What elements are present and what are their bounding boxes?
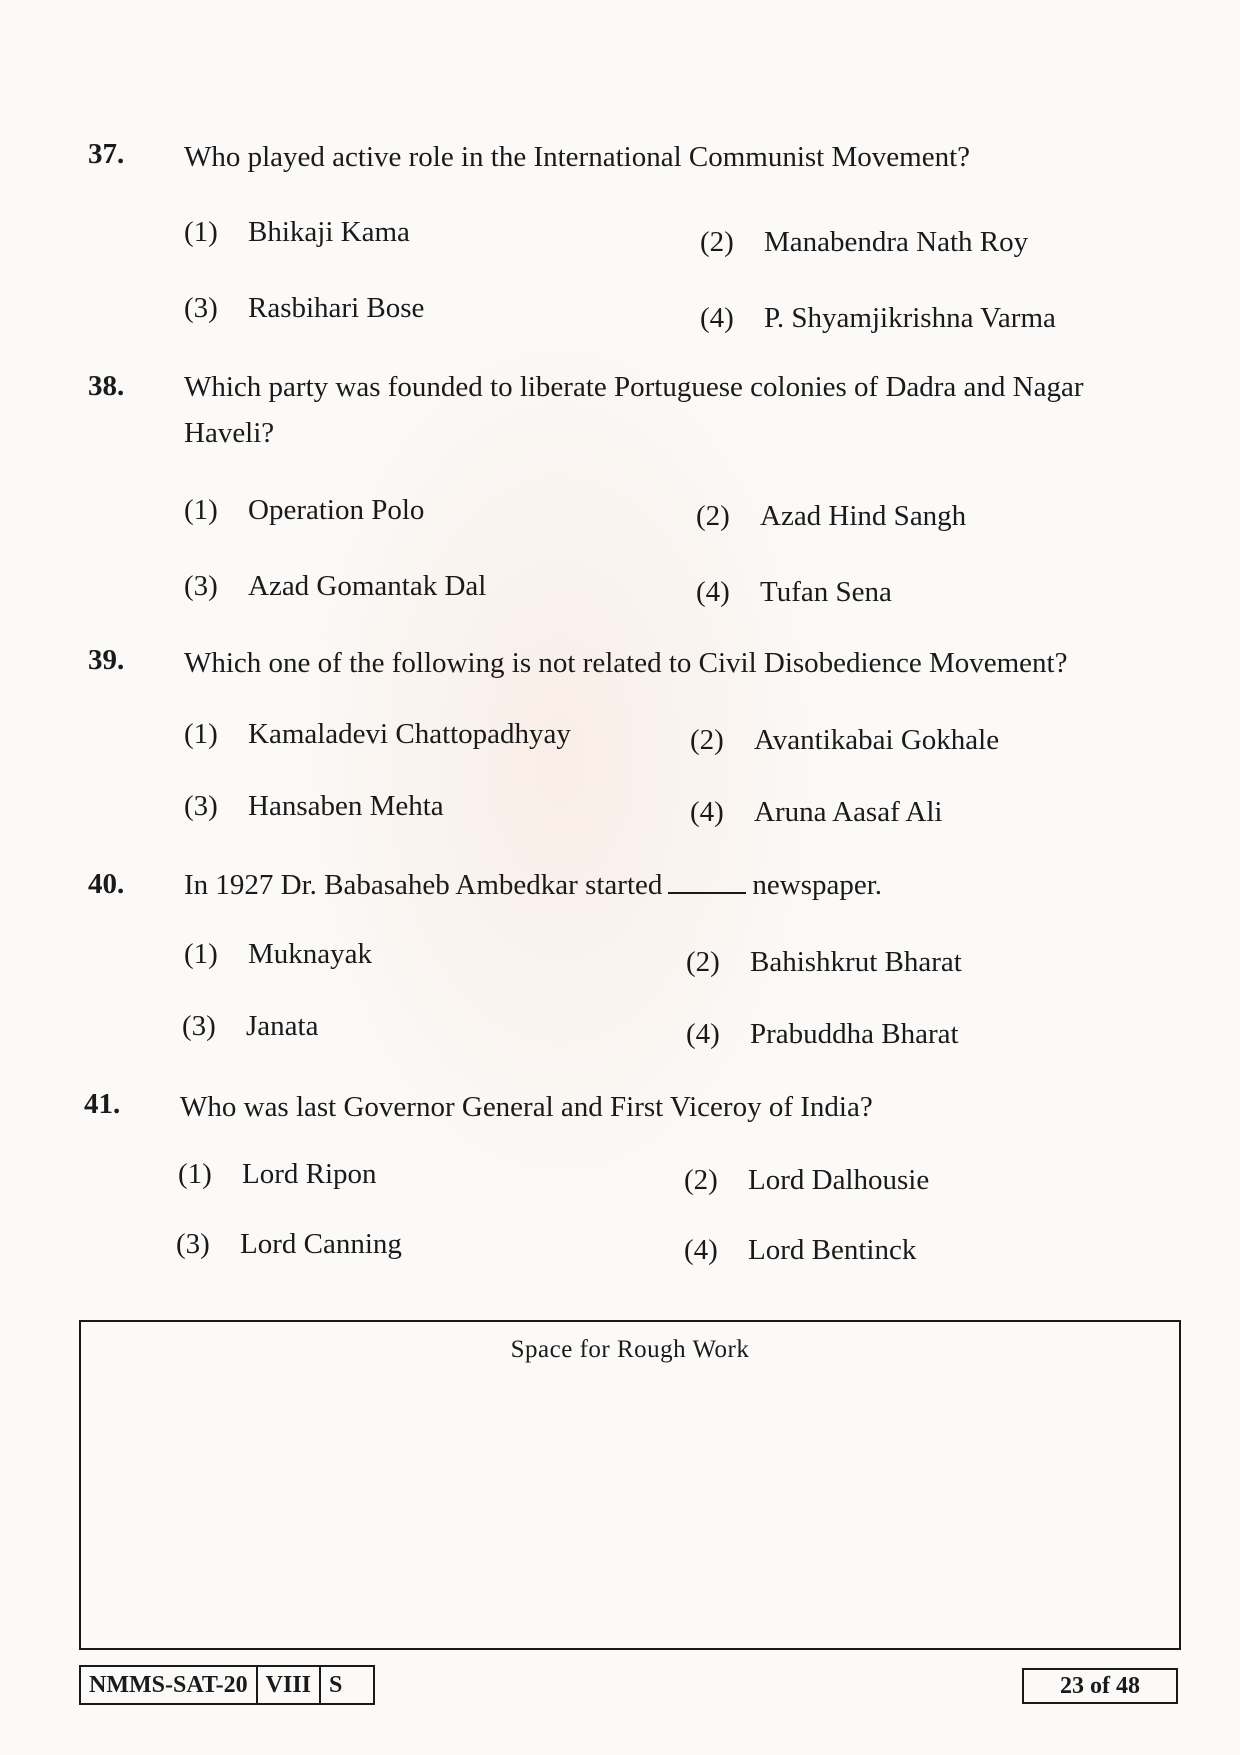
- answer-blank: [668, 866, 746, 894]
- option-number: (1): [178, 1158, 212, 1190]
- option-number: (1): [184, 718, 218, 750]
- option-2[interactable]: [700, 226, 1028, 259]
- option-text: Azad Hind Sangh: [760, 500, 967, 532]
- question-number: 41.: [84, 1088, 121, 1120]
- option-2[interactable]: [684, 1164, 929, 1197]
- option-text: Operation Polo: [248, 494, 425, 526]
- option-2[interactable]: [686, 946, 962, 979]
- option-text: P. Shyamjikrishna Varma: [764, 302, 1056, 334]
- option-text: Aruna Aasaf Ali: [754, 796, 943, 828]
- option-1[interactable]: [184, 494, 424, 527]
- option-4[interactable]: [700, 302, 1056, 335]
- option-number: (1): [184, 938, 218, 970]
- option-1[interactable]: [184, 718, 571, 751]
- option-number: (3): [184, 570, 218, 602]
- question-number: 37.: [88, 138, 125, 170]
- option-4[interactable]: [696, 576, 892, 609]
- option-text: Lord Dalhousie: [748, 1164, 930, 1196]
- option-3[interactable]: [182, 1010, 318, 1043]
- option-number: (4): [700, 302, 734, 334]
- option-text: Hansaben Mehta: [248, 790, 444, 822]
- option-number: (1): [184, 216, 218, 248]
- option-number: (3): [182, 1010, 216, 1042]
- option-3[interactable]: [184, 570, 486, 603]
- question-number: 40.: [88, 868, 125, 900]
- question-text: [184, 862, 1144, 908]
- option-text: Rasbihari Bose: [248, 292, 425, 324]
- option-number: (2): [686, 946, 720, 978]
- option-number: (3): [184, 790, 218, 822]
- option-3[interactable]: [184, 790, 444, 823]
- exam-code: NMMS-SAT-20: [81, 1667, 258, 1703]
- option-number: (2): [696, 500, 730, 532]
- option-4[interactable]: [690, 796, 942, 829]
- option-number: (2): [700, 226, 734, 258]
- option-3[interactable]: [176, 1228, 402, 1261]
- option-number: (4): [696, 576, 730, 608]
- option-text: Bahishkrut Bharat: [750, 946, 962, 978]
- option-number: (4): [684, 1234, 718, 1266]
- option-1[interactable]: [184, 216, 410, 249]
- question-text-after: newspaper.: [752, 869, 883, 901]
- option-text: Lord Bentinck: [748, 1234, 917, 1266]
- question-number: 39.: [88, 644, 125, 676]
- exam-series: S: [329, 1671, 343, 1698]
- option-text: Bhikaji Kama: [248, 216, 410, 248]
- option-text: Manabendra Nath Roy: [764, 226, 1029, 258]
- option-2[interactable]: [696, 500, 966, 533]
- option-text: Tufan Sena: [760, 576, 892, 608]
- option-1[interactable]: [178, 1158, 377, 1191]
- option-4[interactable]: [684, 1234, 916, 1267]
- option-3[interactable]: [184, 292, 424, 325]
- option-number: (3): [176, 1228, 210, 1260]
- option-text: Azad Gomantak Dal: [248, 570, 487, 602]
- rough-work-box[interactable]: [79, 1320, 1181, 1650]
- option-text: Lord Ripon: [242, 1158, 377, 1190]
- question-number: 38.: [88, 370, 125, 402]
- exam-standard: VIII: [258, 1667, 321, 1703]
- option-2[interactable]: [690, 724, 999, 757]
- option-number: (4): [690, 796, 724, 828]
- question-text: Which party was founded to liberate Portuguese colonies of Dadra and Nagar Haveli?: [184, 371, 1084, 449]
- rough-work-title: Space for Rough Work: [510, 1336, 750, 1363]
- footer-exam-code: [79, 1665, 375, 1705]
- question-text-before: In 1927 Dr. Babasaheb Ambedkar started: [184, 869, 663, 901]
- option-text: Prabuddha Bharat: [750, 1018, 959, 1050]
- option-number: (3): [184, 292, 218, 324]
- option-number: (2): [684, 1164, 718, 1196]
- option-text: Muknayak: [248, 938, 373, 970]
- question-text: Who played active role in the International Communist Movement?: [184, 141, 971, 173]
- page-number: 23 of 48: [1022, 1668, 1178, 1704]
- option-number: (2): [690, 724, 724, 756]
- option-1[interactable]: [184, 938, 372, 971]
- question-text: Which one of the following is not related to Civil Disobedience Movement?: [184, 647, 1068, 679]
- option-text: Lord Canning: [240, 1228, 402, 1260]
- option-4[interactable]: [686, 1018, 959, 1051]
- question-text: Who was last Governor General and First Viceroy of India?: [180, 1091, 873, 1123]
- option-number: (4): [686, 1018, 720, 1050]
- option-number: (1): [184, 494, 218, 526]
- option-text: Avantikabai Gokhale: [754, 724, 1000, 756]
- option-text: Janata: [246, 1010, 319, 1042]
- option-text: Kamaladevi Chattopadhyay: [248, 718, 571, 750]
